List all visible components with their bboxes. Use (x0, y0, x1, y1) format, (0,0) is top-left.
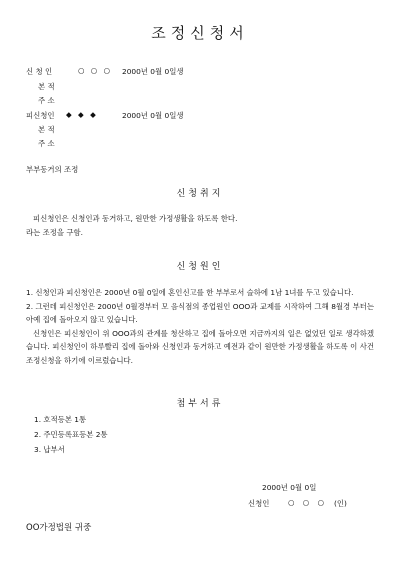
signature-name: ○ ○ ○ (288, 498, 328, 507)
respondent-domicile-label: 본 적 (38, 125, 55, 134)
applicant-birth: 2000년 0월 0일생 (122, 67, 184, 76)
applicant-domicile-label: 본 적 (38, 82, 55, 91)
document-date: 2000년 0월 0일 (262, 483, 317, 492)
attachment-item: 2. 주민등록표등본 2통 (34, 430, 108, 439)
signature-seal: (인) (334, 499, 347, 508)
respondent-name: ◆ ◆ ◆ (66, 110, 98, 119)
purpose-heading: 신청취지 (176, 189, 224, 199)
cause-body (26, 286, 374, 367)
applicant-name: ○ ○ ○ (78, 66, 113, 75)
document-title: 조정신청서 (151, 24, 249, 42)
attachment-item: 3. 납부서 (34, 445, 65, 454)
cause-paragraph-1: 1. 신청인과 피신청인은 2000년 0월 0일에 혼인신고를 한 부부로서 슬하에 1남 1녀를 두고 있습니다. (26, 288, 354, 297)
cause-heading: 신청원인 (176, 262, 224, 272)
signature-label: 신청인 (248, 499, 270, 508)
purpose-line-1: 피신청인은 신청인과 동거하고, 원만한 가정생활을 하도록 한다. (33, 214, 238, 223)
cause-paragraph-2: 2. 그런데 피신청인은 2000년 0월경부터 모 음식점의 종업원인 OOO과 교제를 시작하여 그해 8월경 부터는 아예 집에 돌아오지 않고 있습니다. (26, 301, 374, 324)
court-addressee: OO가정법원 귀중 (26, 523, 92, 533)
attachment-item: 1. 호적등본 1통 (34, 415, 87, 424)
respondent-address-label: 주 소 (38, 139, 55, 148)
case-name: 부부동거의 조정 (26, 165, 79, 174)
respondent-role-label: 피신청인 (26, 111, 55, 120)
applicant-address-label: 주 소 (38, 96, 55, 105)
purpose-body (26, 212, 374, 239)
applicant-role-label: 신 청 인 (26, 67, 53, 76)
purpose-line-2: 라는 조정을 구함. (26, 227, 84, 237)
respondent-birth: 2000년 0월 0일생 (122, 111, 184, 120)
cause-paragraph-3: 신청인은 피신청인이 위 OOO과의 관계를 청산하고 집에 돌아오면 지금까지의 일은 없었던 일로 생각하겠습니다. 피신청인이 하루빨리 집에 돌아와 신청인과 동거하고 예전과 같이 원만한 가정생활을 하도록 이 사건 조정신청을 하기에 이르렀습니다. (26, 328, 374, 365)
attachments-heading: 첨부서류 (176, 399, 224, 409)
